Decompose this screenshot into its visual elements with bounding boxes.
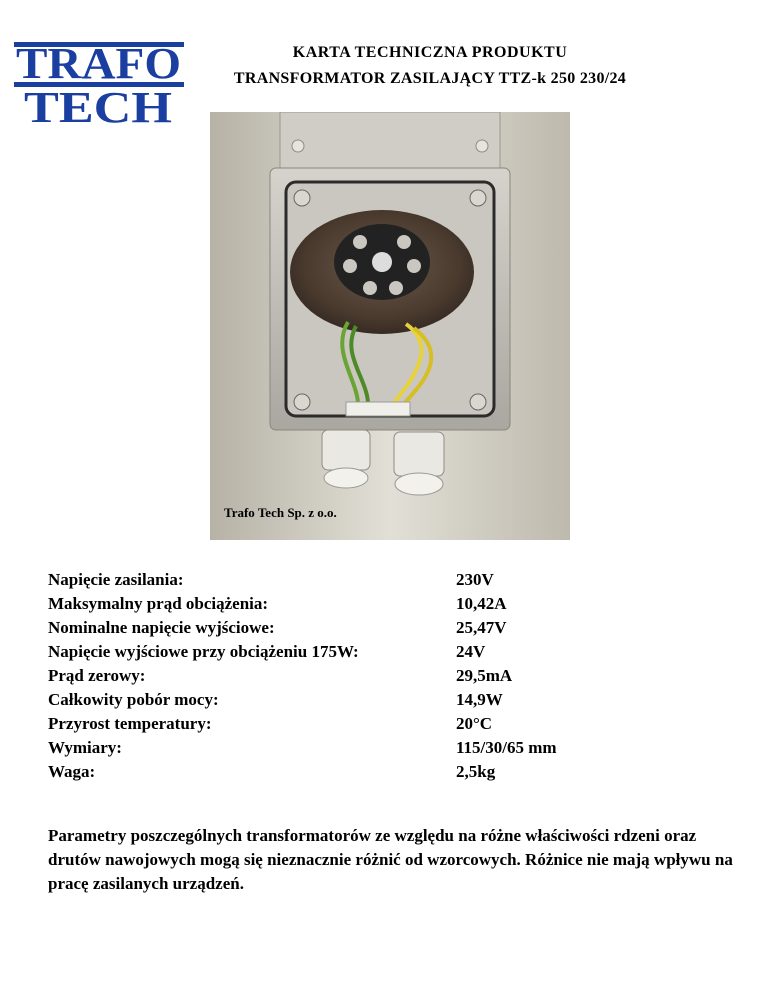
trafo-tech-logo (14, 34, 184, 126)
spec-row-max-load-current (48, 592, 557, 616)
spec-row-dimensions (48, 736, 557, 760)
svg-text:TRAFO: TRAFO (16, 39, 181, 88)
spec-row-no-load-current (48, 664, 557, 688)
spec-label: Całkowity pobór mocy: (48, 690, 219, 709)
spec-label: Maksymalny prąd obciążenia: (48, 594, 269, 613)
spec-label: Wymiary: (48, 738, 122, 757)
spec-value: 14,9W (456, 690, 503, 709)
spec-row-output-voltage-under-load (48, 640, 557, 664)
spec-value: 29,5mA (456, 666, 513, 685)
document-title: KARTA TECHNICZNA PRODUKTU (292, 44, 568, 61)
spec-row-supply-voltage (48, 568, 557, 592)
spec-row-nominal-output-voltage (48, 616, 557, 640)
product-name: TRANSFORMATOR ZASILAJĄCY TTZ-k 250 230/24 (233, 70, 627, 87)
spec-value: 25,47V (456, 618, 507, 637)
spec-row-temperature-rise (48, 712, 557, 736)
spec-value: 115/30/65 mm (456, 738, 557, 757)
spec-label: Nominalne napięcie wyjściowe: (48, 618, 275, 637)
document-header (170, 44, 690, 88)
spec-label: Prąd zerowy: (48, 666, 146, 685)
spec-row-weight (48, 760, 557, 784)
spec-value: 230V (456, 570, 494, 589)
spec-value: 10,42A (456, 594, 507, 613)
spec-label: Przyrost temperatury: (48, 714, 212, 733)
spec-label: Napięcie wyjściowe przy obciążeniu 175W: (48, 642, 359, 661)
svg-text:TECH: TECH (24, 83, 172, 126)
product-photo (210, 112, 570, 540)
disclaimer-note: Parametry poszczególnych transformatorów ze względu na różne właściwości rdzeni oraz drutów nawojowych mogą się nieznacznie różnić od wzorcowych. Różnice nie mają wpływu na pracę zasilanych urządzeń. (48, 826, 733, 893)
spec-row-total-power-draw (48, 688, 557, 712)
spec-label: Waga: (48, 762, 96, 781)
spec-value: 24V (456, 642, 486, 661)
spec-value: 20°C (456, 714, 493, 733)
spec-label: Napięcie zasilania: (48, 570, 184, 589)
spec-value: 2,5kg (456, 762, 496, 781)
photo-caption: Trafo Tech Sp. z o.o. (224, 505, 337, 520)
specifications-table (48, 568, 557, 784)
